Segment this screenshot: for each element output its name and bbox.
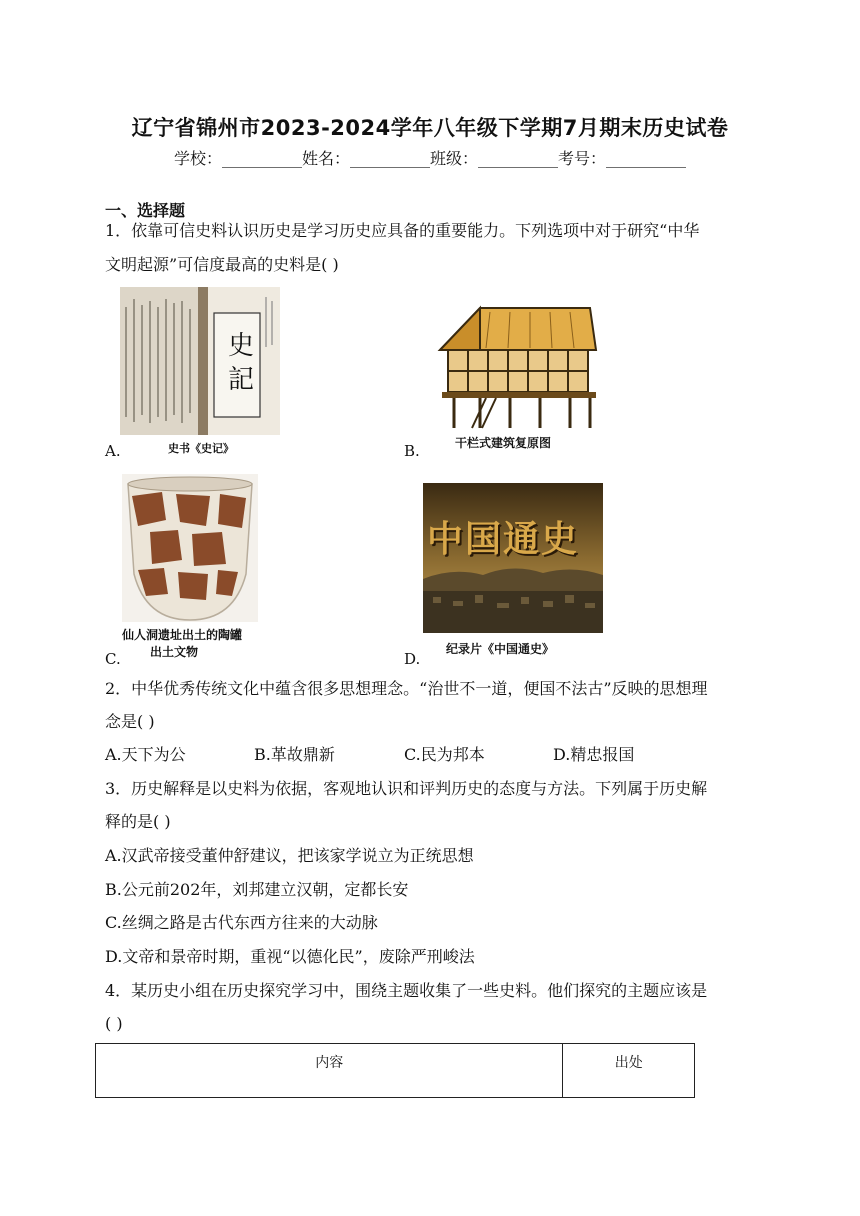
book-image: [120, 287, 280, 435]
stilt-house-image: [420, 300, 600, 432]
q1-option-d-label: D.: [404, 650, 421, 668]
q4-source-table: [95, 1043, 695, 1098]
poster-title-text: 中国通史: [427, 519, 580, 560]
page-title: 辽宁省锦州市2023-2024学年八年级下学期7月期末历史试卷: [131, 116, 729, 140]
section-heading: 一、选择题: [105, 201, 186, 220]
q3-stem-line1: 3．历史解释是以史料为依据，客观地认识和评判历史的态度与方法。下列属于历史解: [105, 779, 708, 798]
q2-stem-line2: 念是( ): [105, 712, 155, 731]
table-header-content: 内容: [96, 1044, 563, 1098]
q3-option-d: D.文帝和景帝时期，重视“以德化民”，废除严刑峻法: [105, 947, 475, 966]
q3-option-b: B.公元前202年，刘邦建立汉朝，定都长安: [105, 880, 409, 899]
documentary-poster-image: [423, 483, 603, 633]
student-info-line: 学校：__________姓名：__________班级：__________考号：__________: [173, 149, 686, 168]
q1-option-c-label: C.: [105, 650, 121, 668]
q1-option-d-caption: 纪录片《中国通史》: [446, 642, 555, 656]
q4-stem-line1: 4．某历史小组在历史探究学习中，围绕主题收集了一些史料。他们探究的主题应该是: [105, 981, 708, 1000]
q2-option-a: A.天下为公: [105, 745, 186, 764]
q2-option-d: D.精忠报国: [553, 745, 635, 764]
q1-option-a-label: A.: [105, 442, 121, 460]
q1-option-b-caption: 干栏式建筑复原图: [455, 436, 552, 450]
q1-stem-line1: 1．依靠可信史料认识历史是学习历史应具备的重要能力。下列选项中对于研究“中华: [105, 221, 700, 240]
table-header-row: [96, 1044, 695, 1098]
q2-stem-line1: 2．中华优秀传统文化中蕴含很多思想理念。“治世不一道，便国不法古”反映的思想理: [105, 679, 708, 698]
q4-stem-line2: ( ): [105, 1014, 123, 1033]
q3-stem-line2: 释的是( ): [105, 812, 171, 831]
q1-option-a-caption: 史书《史记》: [168, 442, 234, 455]
q2-option-c: C.民为邦本: [404, 745, 485, 764]
book-cover-title: 史記: [228, 331, 255, 395]
q3-option-a: A.汉武帝接受董仲舒建议，把该家学说立为正统思想: [105, 846, 474, 865]
q1-option-b-label: B.: [404, 442, 420, 460]
table-header-source: 出处: [563, 1044, 695, 1098]
q2-option-b: B.革故鼎新: [254, 745, 335, 764]
pottery-jar-image: [122, 474, 258, 622]
q3-option-c: C.丝绸之路是古代东西方往来的大动脉: [105, 913, 378, 932]
q1-option-c-caption-line1: 仙人洞遗址出土的陶罐: [122, 628, 243, 642]
q1-stem-line2: 文明起源”可信度最高的史料是( ): [105, 255, 339, 274]
q1-option-c-caption-line2: 出土文物: [150, 645, 199, 659]
